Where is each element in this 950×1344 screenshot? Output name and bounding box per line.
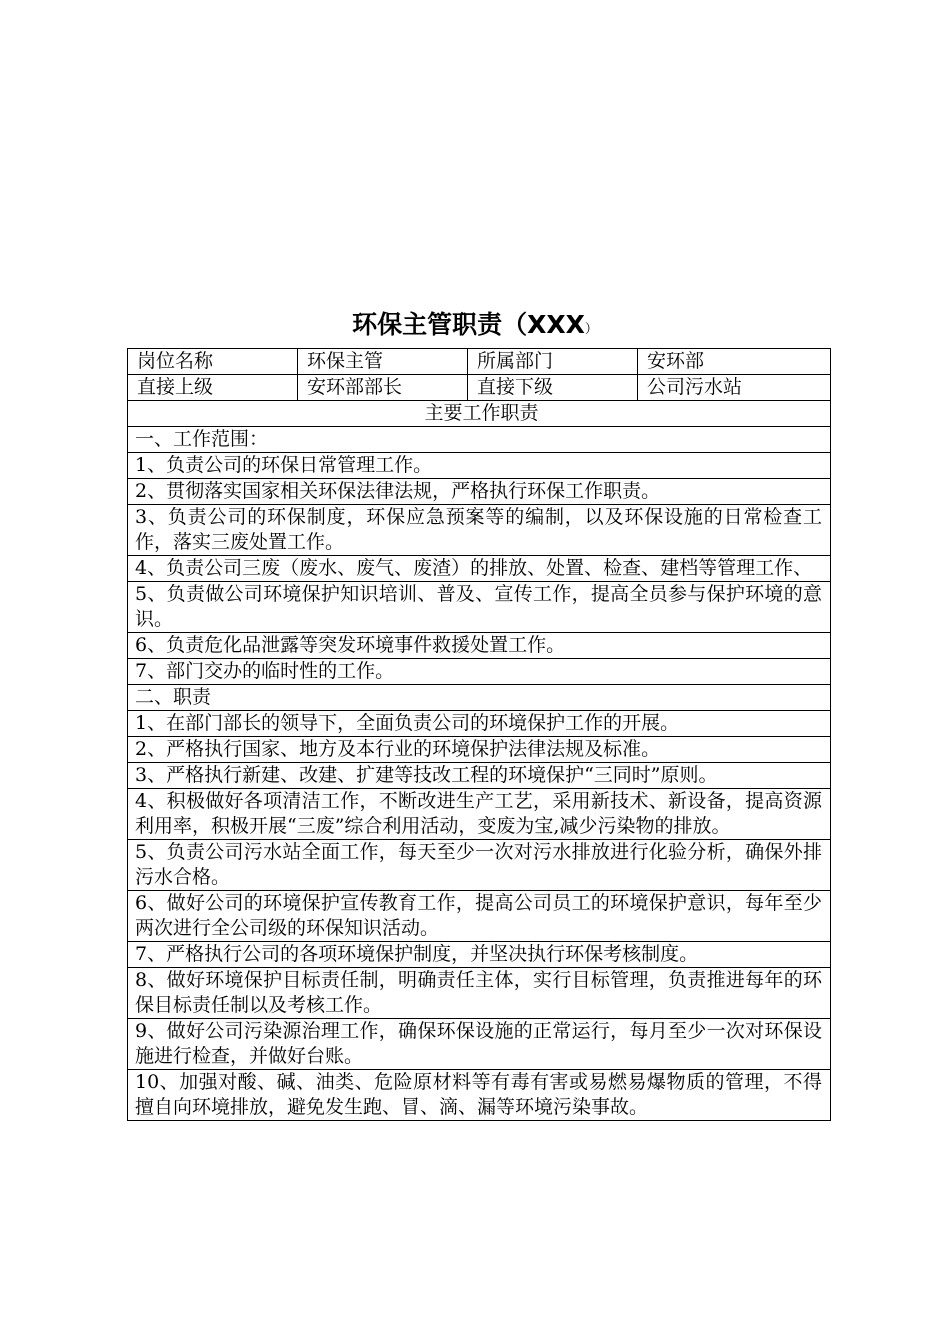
duties-heading: 二、职责 — [128, 685, 831, 711]
table-row — [128, 453, 831, 479]
scope-item: 2、贯彻落实国家相关环保法律法规，严格执行环保工作职责。 — [128, 479, 831, 505]
table-row — [128, 505, 831, 556]
value-direct-subordinate: 公司污水站 — [638, 375, 831, 401]
value-direct-superior: 安环部部长 — [298, 375, 468, 401]
section-heading-row — [128, 401, 831, 427]
table-row — [128, 1019, 831, 1070]
duty-item: 6、做好公司的环境保护宣传教育工作，提高公司员工的环境保护意识，每年至少两次进行全公司级的环保知识活动。 — [128, 891, 831, 942]
header-row-reporting — [128, 375, 831, 401]
table-row — [128, 840, 831, 891]
scope-item: 6、负责危化品泄露等突发环境事件救援处置工作。 — [128, 633, 831, 659]
table-row — [128, 942, 831, 968]
scope-heading-row — [128, 427, 831, 453]
scope-item: 4、负责公司三废（废水、废气、废渣）的排放、处置、检查、建档等管理工作、 — [128, 556, 831, 582]
scope-heading: 一、工作范围： — [128, 427, 831, 453]
scope-item: 7、部门交办的临时性的工作。 — [128, 659, 831, 685]
label-department: 所属部门 — [468, 349, 638, 375]
table-row — [128, 968, 831, 1019]
table-row — [128, 1070, 831, 1121]
section-heading: 主要工作职责 — [128, 401, 831, 427]
value-position-name: 环保主管 — [298, 349, 468, 375]
document-title — [0, 308, 950, 347]
duties-heading-row — [128, 685, 831, 711]
table-row — [128, 633, 831, 659]
duty-item: 3、严格执行新建、改建、扩建等技改工程的环境保护“三同时”原则。 — [128, 763, 831, 789]
scope-item: 3、负责公司的环保制度，环保应急预案等的编制，以及环保设施的日常检查工作，落实三废处置工作。 — [128, 505, 831, 556]
label-direct-subordinate: 直接下级 — [468, 375, 638, 401]
duty-item: 5、负责公司污水站全面工作，每天至少一次对污水排放进行化验分析，确保外排污水合格。 — [128, 840, 831, 891]
duty-item: 8、做好环境保护目标责任制，明确责任主体，实行目标管理，负责推进每年的环保目标责任制以及考核工作。 — [128, 968, 831, 1019]
table-row — [128, 659, 831, 685]
label-position-name: 岗位名称 — [128, 349, 298, 375]
table-row — [128, 556, 831, 582]
duties-table-container — [127, 348, 830, 1121]
table-row — [128, 789, 831, 840]
scope-item: 1、负责公司的环保日常管理工作。 — [128, 453, 831, 479]
duty-item: 7、严格执行公司的各项环境保护制度，并坚决执行环保考核制度。 — [128, 942, 831, 968]
table-row — [128, 891, 831, 942]
table-row — [128, 582, 831, 633]
duty-item: 1、在部门部长的领导下，全面负责公司的环境保护工作的开展。 — [128, 711, 831, 737]
duties-table — [127, 348, 831, 1121]
duty-item: 9、做好公司污染源治理工作，确保环保设施的正常运行，每月至少一次对环保设施进行检查，并做好台账。 — [128, 1019, 831, 1070]
table-row — [128, 737, 831, 763]
duty-item: 2、严格执行国家、地方及本行业的环境保护法律法规及标准。 — [128, 737, 831, 763]
header-row-position — [128, 349, 831, 375]
label-direct-superior: 直接上级 — [128, 375, 298, 401]
table-row — [128, 711, 831, 737]
document-title-main: 环保主管职责（XXX — [352, 310, 585, 339]
duty-item: 10、加强对酸、碱、油类、危险原材料等有毒有害或易燃易爆物质的管理，不得擅自向环境排放，避免发生跑、冒、滴、漏等环境污染事故。 — [128, 1070, 831, 1121]
value-department: 安环部 — [638, 349, 831, 375]
scope-item: 5、负责做公司环境保护知识培训、普及、宣传工作，提高全员参与保护环境的意识。 — [128, 582, 831, 633]
table-row — [128, 763, 831, 789]
duty-item: 4、积极做好各项清洁工作，不断改进生产工艺，采用新技术、新设备，提高资源利用率，积极开展“三废”综合利用活动，变废为宝,减少污染物的排放。 — [128, 789, 831, 840]
document-title-closing-paren: ） — [584, 322, 598, 337]
table-row — [128, 479, 831, 505]
